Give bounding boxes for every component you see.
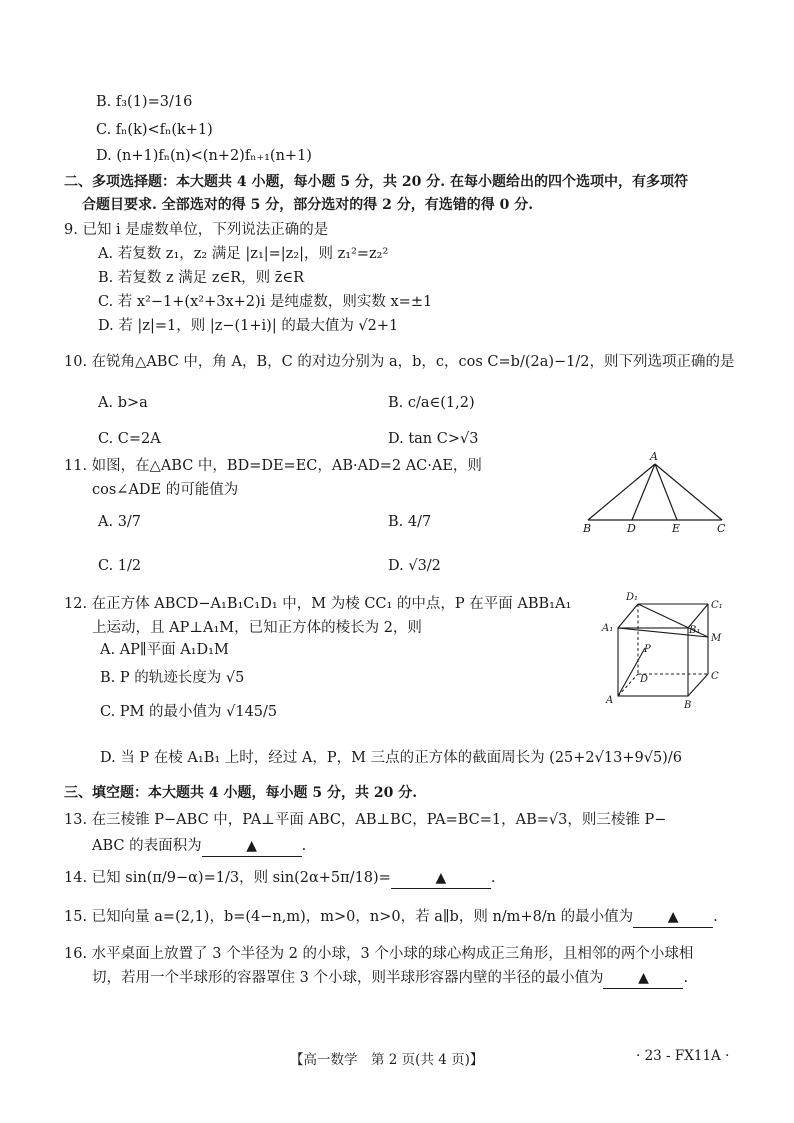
q11-label-b: B: [583, 522, 592, 534]
q10-stem: 10. 在锐角△ABC 中，角 A，B，C 的对边分别为 a，b，c，cos C=b/(2a)−1/2，则下列选项正确的是: [64, 354, 735, 370]
q13-line2: [92, 836, 306, 857]
q14-end: .: [490, 870, 496, 886]
q11-option-d: D. √3/2: [388, 558, 441, 574]
q9-option-c: C. 若 x²−1+(x²+3x+2)i 是纯虚数，则实数 x=±1: [98, 294, 433, 310]
q12-label-p: P: [644, 644, 651, 655]
q12-label-c1: C₁: [711, 600, 723, 611]
q9-option-d: D. 若 |z|=1，则 |z−(1+i)| 的最大值为 √2+1: [98, 318, 399, 334]
q11-segment-ac: [655, 464, 722, 520]
q15-end: .: [713, 909, 718, 925]
q16-blank-mark: ▲: [638, 970, 649, 986]
q14-line: [64, 868, 495, 889]
q12-label-d1: D₁: [626, 592, 639, 603]
q13-blank-mark: ▲: [246, 838, 257, 854]
q16-end: .: [683, 970, 689, 986]
q11-option-c: C. 1/2: [98, 558, 142, 574]
q16-answer-blank: [603, 968, 683, 989]
q12-cube-figure: [600, 586, 740, 718]
q14-blank-mark: ▲: [435, 870, 447, 886]
q13-end: .: [301, 838, 307, 854]
q13-answer-blank: [202, 836, 302, 857]
q13-line1: 13. 在三棱锥 P−ABC 中，PA⊥平面 ABC，AB⊥BC，PA=BC=1，AB=√3，则三棱锥 P−: [64, 812, 667, 828]
q12-label-d: D: [640, 674, 649, 685]
q12-stem-line1: 12. 在正方体 ABCD−A₁B₁C₁D₁ 中，M 为棱 CC₁ 的中点，P 在平面 ABB₁A₁: [64, 596, 572, 612]
q15-answer-blank: [633, 907, 713, 928]
q15-blank-mark: ▲: [667, 909, 679, 925]
q12-edge-bc: [688, 674, 708, 696]
q12-edge-a1d1: [618, 604, 638, 628]
q12-front-face: [618, 628, 688, 696]
q8-option-b: B. f₃(1)=3/16: [96, 94, 193, 110]
q11-option-b: B. 4/7: [388, 514, 432, 530]
q12-label-a1: A₁: [602, 623, 614, 634]
q12-label-a: A: [606, 695, 614, 706]
section2-line1: 二、多项选择题：本大题共 4 小题，每小题 5 分，共 20 分. 在每小题给出的四个选项中，有多项符: [64, 174, 688, 190]
q9-stem: 9. 已知 i 是虚数单位，下列说法正确的是: [64, 222, 329, 238]
q10-option-d: D. tan C>√3: [388, 431, 479, 447]
q12-label-c: C: [711, 671, 719, 682]
q12-option-d: D. 当 P 在棱 A₁B₁ 上时，经过 A，P，M 三点的正方体的截面周长为 (25+2√13+9√5)/6: [100, 750, 682, 766]
q11-label-a: A: [650, 450, 658, 463]
q14-answer-blank: [391, 868, 491, 889]
q15-text: 15. 已知向量 a=(2,1)，b=(4−n,m)，m>0，n>0，若 a∥b，则 n/m+8/n 的最小值为: [64, 909, 634, 925]
section3-title: 三、填空题：本大题共 4 小题，每小题 5 分，共 20 分.: [64, 785, 418, 801]
q16-line1: 16. 水平桌面上放置了 3 个半径为 2 的小球，3 个小球的球心构成正三角形，且相邻的两个小球相: [64, 946, 694, 962]
q11-label-d: D: [627, 522, 636, 534]
q12-label-m: M: [711, 633, 722, 644]
q11-stem-line1: 11. 如图，在△ABC 中，BD=DE=EC，AB·AD=2 AC·AE，则: [64, 458, 482, 474]
q16-line2: [92, 968, 688, 989]
q12-label-b1: B₁: [689, 625, 701, 636]
q12-option-c: C. PM 的最小值为 √145/5: [100, 704, 278, 720]
q11-option-a: A. 3/7: [98, 514, 142, 530]
q11-segment-ab: [588, 464, 655, 520]
q11-label-e: E: [672, 522, 681, 534]
q10-option-c: C. C=2A: [98, 431, 161, 447]
q12-option-a: A. AP∥平面 A₁D₁M: [100, 642, 229, 658]
q11-label-c: C: [717, 522, 726, 534]
q8-option-d: D. (n+1)fₙ(n)<(n+2)fₙ₊₁(n+1): [96, 148, 312, 164]
q8-option-c: C. fₙ(k)<fₙ(k+1): [96, 122, 213, 138]
q13-line2-text: ABC 的表面积为: [92, 838, 202, 854]
q11-segment-ad: [632, 464, 655, 520]
section2-line2: 合题目要求. 全部选对的得 5 分，部分选对的得 2 分，有选错的得 0 分.: [82, 197, 534, 213]
q11-stem-line2: cos∠ADE 的可能值为: [92, 482, 239, 498]
q15-line: [64, 907, 718, 928]
q10-option-a: A. b>a: [98, 395, 148, 411]
q16-line2-text: 切，若用一个半球形的容器罩住 3 个小球，则半球形容器内壁的半径的最小值为: [92, 970, 604, 986]
q14-text: 14. 已知 sin(π/9−α)=1/3，则 sin(2α+5π/18)=: [64, 870, 391, 886]
q9-option-a: A. 若复数 z₁，z₂ 满足 |z₁|=|z₂|，则 z₁²=z₂²: [98, 246, 389, 262]
page-footer-title: 【高一数学 第 2 页(共 4 页)】: [290, 1052, 484, 1068]
q12-stem-line2: 上运动，且 AP⊥A₁M，已知正方体的棱长为 2，则: [92, 620, 422, 636]
q12-option-b: B. P 的轨迹长度为 √5: [100, 670, 245, 686]
q12-segment-ap: [618, 648, 645, 696]
q10-option-b: B. c/a∈(1,2): [388, 395, 475, 411]
q11-triangle-figure: [576, 450, 736, 534]
q9-option-b: B. 若复数 z 满足 z∈R，则 z̄∈R: [98, 270, 305, 286]
q11-segment-ae: [655, 464, 677, 520]
page-footer-code: · 23 - FX11A ·: [636, 1048, 730, 1064]
q12-label-b: B: [684, 700, 692, 711]
